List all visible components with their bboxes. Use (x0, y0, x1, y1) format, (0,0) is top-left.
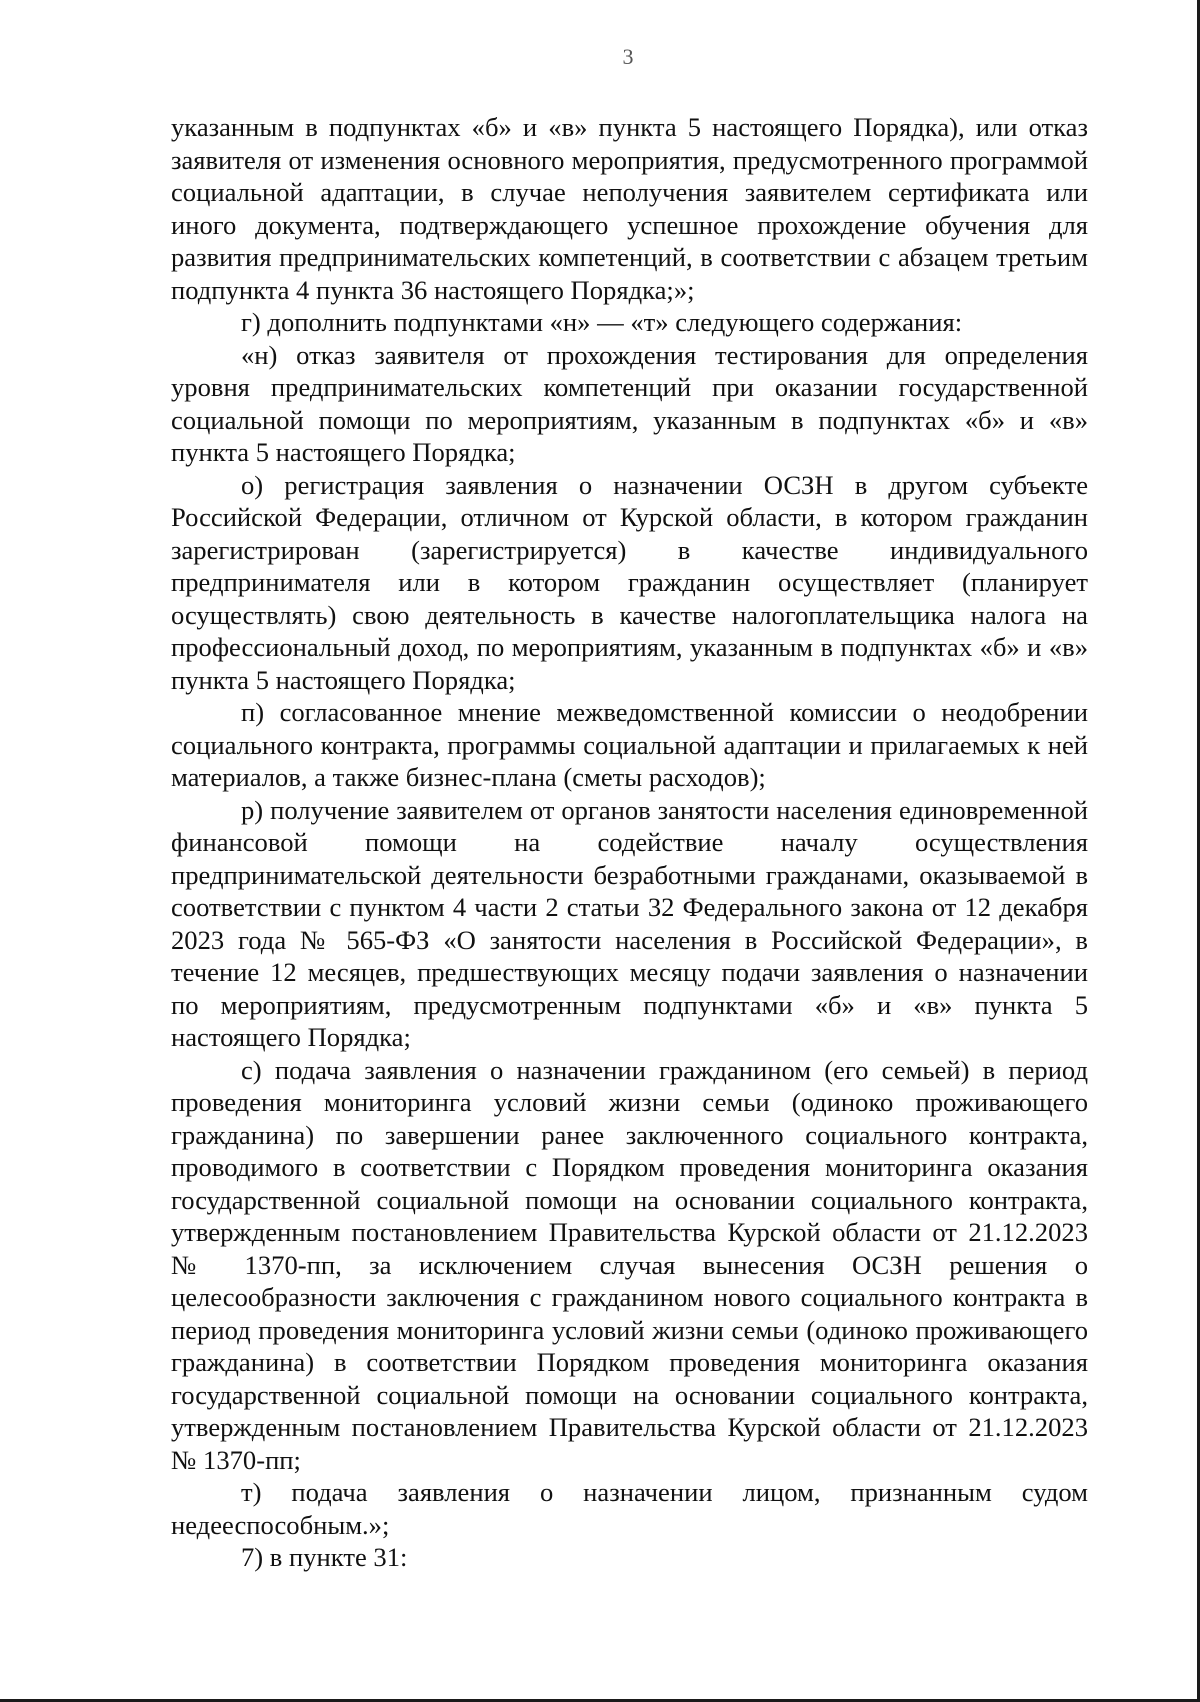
paragraph-item-o: о) регистрация заявления о назначении ОСЗН в другом субъекте Российской Федерации, отличном от Курской области, в котором гражданин зарегистрирован (зарегистрируется) в качестве индивидуального предпринимателя или в котором гражданин осуществляет (планирует осуществлять) свою деятельность в качестве налогоплательщика налога на профессиональный доход, по мероприятиям, указанным в подпунктах «б» и «в» пункта 5 настоящего Порядка; (171, 469, 1088, 695)
paragraph-item-g: г) дополнить подпунктами «н» — «т» следующего содержания: (241, 307, 963, 337)
paragraph-item-t: т) подача заявления о назначении лицом, признанным судом недееспособным.»; (171, 1477, 1088, 1540)
paragraph-item-s: с) подача заявления о назначении гражданином (его семьей) в период проведения мониторинга условий жизни семьи (одиноко проживающего гражданина) по завершении ранее заключенного социального контракта, проводимого в соответствии с Порядком проведения мониторинга оказания государственной социальной помощи на основании социального контракта, утвержденным постановлением Правительства Курской области от 21.12.2023 № 1370-пп, за исключением случая вынесения ОСЗН решения о целесообразности заключения с гражданином нового социального контракта в период проведения мониторинга условий жизни семьи (одиноко проживающего гражданина) в соответствии Порядком проведения мониторинга оказания государственной социальной помощи на основании социального контракта, утвержденным постановлением Правительства Курской области от 21.12.2023 № 1370-пп; (171, 1054, 1088, 1475)
paragraph-item-n: «н) отказ заявителя от прохождения тестирования для определения уровня предпринимательских компетенций при оказании государственной социальной помощи по мероприятиям, указанным в подпунктах «б» и «в» пункта 5 настоящего Порядка; (171, 339, 1088, 467)
paragraph-item-p: п) согласованное мнение межведомственной комиссии о неодобрении социального контракта, программы социальной адаптации и прилагаемых к ней материалов, а также бизнес-плана (сметы расходов); (171, 697, 1088, 792)
paragraph-item-7: 7) в пункте 31: (241, 1542, 408, 1572)
paragraph-item-r: р) получение заявителем от органов занятости населения единовременной финансовой помощи на содействие началу осуществления предпринимательской деятельности безработными гражданами, оказываемой в соответствии с пунктом 4 части 2 статьи 32 Федерального закона от 12 декабря 2023 года № 565-ФЗ «О занятости населения в Российской Федерации», в течение 12 месяцев, предшествующих месяцу подачи заявления о назначении по мероприятиям, предусмотренным подпунктами «б» и «в» пункта 5 настоящего Порядка; (171, 794, 1088, 1052)
paragraph-continuation: указанным в подпунктах «б» и «в» пункта 5 настоящего Порядка), или отказ заявителя от изменения основного мероприятия, предусмотренного программой социальной адаптации, в случае неполучения заявителем сертификата или иного документа, подтверждающего успешное прохождение обучения для развития предпринимательских компетенций, в соответствии с абзацем третьим подпункта 4 пункта 36 настоящего Порядка;»; (171, 112, 1088, 305)
page-number: 3 (622, 44, 634, 69)
document-body (171, 111, 1088, 1574)
